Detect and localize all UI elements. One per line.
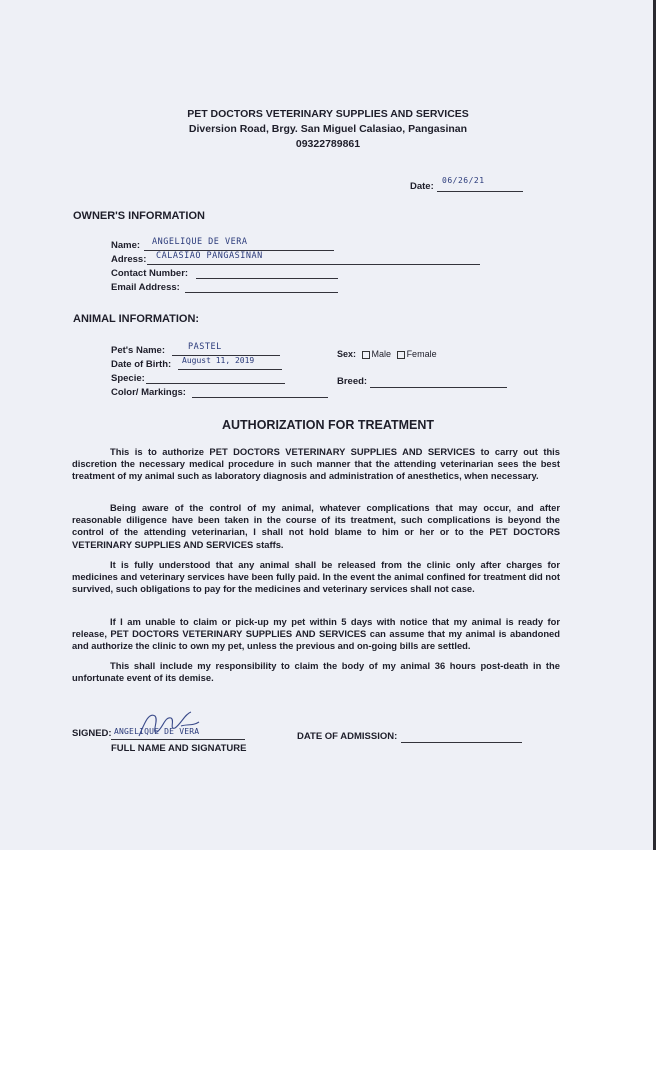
date-label: Date: [410, 181, 434, 192]
contact-label: Contact Number: [111, 268, 189, 279]
dob-label: Date of Birth: [111, 359, 172, 370]
specie-line[interactable] [146, 371, 285, 384]
color-line[interactable] [192, 385, 328, 398]
address-label: Adress: [111, 254, 147, 265]
sex-row [337, 349, 437, 359]
breed-label: Breed: [337, 376, 368, 387]
animal-heading: ANIMAL INFORMATION: [73, 313, 200, 325]
name-label: Name: [111, 240, 141, 251]
company-name: PET DOCTORS VETERINARY SUPPLIES AND SERVICES [187, 108, 469, 120]
owner-heading: OWNER'S INFORMATION [73, 210, 205, 222]
signature-caption: FULL NAME AND SIGNATURE [111, 743, 247, 754]
petname-label: Pet's Name: [111, 345, 166, 356]
name-value: ANGELIQUE DE VERA [152, 237, 248, 247]
authorization-paragraph-3: It is fully understood that any animal shall be released from the clinic only after charges for medicines and veterinary services have been fully paid. In the event the animal confined for treatment did not survived, such obligations to pay for the medicines and veterinary services shall not case. [72, 559, 560, 595]
admission-line[interactable] [401, 730, 522, 743]
male-label: Male [371, 349, 392, 359]
signature-scribble [135, 708, 205, 742]
admission-label: DATE OF ADMISSION: [297, 731, 398, 742]
signed-name-value: ANGELIQUE DE VERA [114, 727, 200, 736]
sex-label: Sex: [337, 349, 357, 359]
color-label: Color/ Markings: [111, 387, 186, 398]
authorization-paragraph-4: If I am unable to claim or pick-up my pet within 5 days with notice that my animal is ready for release, PET DOCTORS VETERINARY SUPPLIES AND SERVICES can assume that my animal is abandoned and authorize the clinic to own my pet, unless the previous and on-going bills are settled. [72, 616, 560, 652]
female-label: Female [406, 349, 437, 359]
authorization-title: AUTHORIZATION FOR TREATMENT [221, 418, 434, 432]
company-phone: 09322789861 [295, 138, 361, 150]
email-line[interactable] [185, 280, 338, 293]
authorization-paragraph-5: This shall include my responsibility to claim the body of my animal 36 hours post-death in the unfortunate event of its demise. [72, 660, 560, 684]
petname-value: PASTEL [188, 342, 222, 352]
date-value: 06/26/21 [442, 176, 485, 185]
female-checkbox[interactable] [397, 351, 405, 359]
address-value: CALASIAO PANGASINAN [156, 251, 263, 261]
contact-line[interactable] [196, 266, 338, 279]
specie-label: Specie: [111, 373, 145, 384]
email-label: Email Address: [111, 282, 180, 293]
breed-line[interactable] [370, 375, 507, 388]
authorization-paragraph-2: Being aware of the control of my animal, whatever complications that may occur, and after reasonable diligence have been taken in the course of its treatment, such complications is beyond the control of the attending veterinarian, I shall not hold blame to him or her or to the PET DOCTORS VETERINARY SUPPLIES AND SERVICES staffs. [72, 502, 560, 550]
dob-value: August 11, 2019 [182, 356, 255, 365]
male-checkbox[interactable] [362, 351, 370, 359]
company-address: Diversion Road, Brgy. San Miguel Calasiao, Pangasinan [188, 123, 468, 135]
authorization-paragraph-1: This is to authorize PET DOCTORS VETERINARY SUPPLIES AND SERVICES to carry out this discretion the necessary medical procedure in such manner that the attending veterinarian sees the best treatment of my animal such as laboratory diagnosis and administration of anesthetics, when necessary. [72, 446, 560, 482]
signed-label: SIGNED: [72, 728, 112, 739]
